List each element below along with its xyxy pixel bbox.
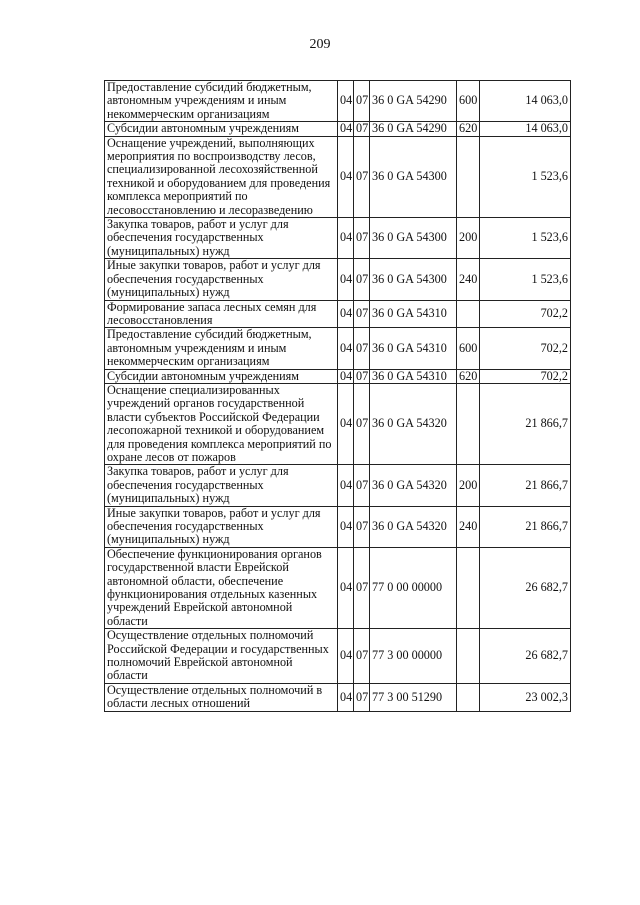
row-name-cell: Оснащение специализированных учреждений органов государственной власти субъектов Российской Федерации лесопожарной техникой и оборудованием для проведения комплекса мероприятий по охране лесов от пожаров xyxy=(105,383,338,464)
row-amount-cell: 14 063,0 xyxy=(480,81,571,122)
row-name-cell: Осуществление отдельных полномочий Российской Федерации и государственных полномочий Еврейской автономной области xyxy=(105,629,338,684)
row-amount-cell: 21 866,7 xyxy=(480,465,571,506)
row-amount-cell: 21 866,7 xyxy=(480,383,571,464)
row-expense-type-cell: 200 xyxy=(457,218,480,259)
row-section-cell: 04 xyxy=(338,383,354,464)
row-name-cell: Субсидии автономным учреждениям xyxy=(105,369,338,383)
row-section-cell: 04 xyxy=(338,259,354,300)
table-row xyxy=(105,683,571,711)
table-row xyxy=(105,383,571,464)
row-subsection-cell: 07 xyxy=(354,122,370,136)
page-number: 209 xyxy=(309,37,331,52)
row-name-cell: Субсидии автономным учреждениям xyxy=(105,122,338,136)
row-name-cell: Предоставление субсидий бюджетным, автономным учреждениям и иным некоммерческим организациям xyxy=(105,328,338,369)
row-name-cell: Обеспечение функционирования органов государственной власти Еврейской автономной области, обеспечение функционирования отдельных казенных учреждений Еврейской автономной области xyxy=(105,547,338,628)
table-row xyxy=(105,547,571,628)
row-subsection-cell: 07 xyxy=(354,629,370,684)
row-section-cell: 04 xyxy=(338,136,354,217)
row-section-cell: 04 xyxy=(338,218,354,259)
row-section-cell: 04 xyxy=(338,122,354,136)
row-amount-cell: 702,2 xyxy=(480,328,571,369)
row-target-article-cell: 36 0 GA 54310 xyxy=(370,300,457,328)
row-subsection-cell: 07 xyxy=(354,369,370,383)
table-row xyxy=(105,328,571,369)
table-row xyxy=(105,136,571,217)
row-amount-cell: 26 682,7 xyxy=(480,629,571,684)
row-expense-type-cell: 600 xyxy=(457,328,480,369)
row-amount-cell: 1 523,6 xyxy=(480,259,571,300)
row-name-cell: Формирование запаса лесных семян для лесовосстановления xyxy=(105,300,338,328)
row-section-cell: 04 xyxy=(338,547,354,628)
table-row xyxy=(105,300,571,328)
row-name-cell: Оснащение учреждений, выполняющих мероприятия по воспроизводству лесов, специализированной лесохозяйственной техникой и оборудованием для проведения комплекса мероприятий по лесовосстановлению и лесоразведению xyxy=(105,136,338,217)
row-subsection-cell: 07 xyxy=(354,383,370,464)
row-expense-type-cell: 200 xyxy=(457,465,480,506)
row-name-cell: Иные закупки товаров, работ и услуг для обеспечения государственных (муниципальных) нужд xyxy=(105,506,338,547)
row-amount-cell: 702,2 xyxy=(480,369,571,383)
row-expense-type-cell xyxy=(457,383,480,464)
row-expense-type-cell: 240 xyxy=(457,259,480,300)
row-section-cell: 04 xyxy=(338,683,354,711)
row-section-cell: 04 xyxy=(338,81,354,122)
table-row xyxy=(105,81,571,122)
row-name-cell: Предоставление субсидий бюджетным, автономным учреждениям и иным некоммерческим организациям xyxy=(105,81,338,122)
row-section-cell: 04 xyxy=(338,465,354,506)
row-amount-cell: 14 063,0 xyxy=(480,122,571,136)
row-target-article-cell: 36 0 GA 54290 xyxy=(370,122,457,136)
budget-table xyxy=(104,80,571,712)
row-target-article-cell: 36 0 GA 54320 xyxy=(370,465,457,506)
row-amount-cell: 702,2 xyxy=(480,300,571,328)
row-section-cell: 04 xyxy=(338,328,354,369)
table-row xyxy=(105,259,571,300)
row-amount-cell: 1 523,6 xyxy=(480,218,571,259)
row-expense-type-cell xyxy=(457,629,480,684)
row-subsection-cell: 07 xyxy=(354,259,370,300)
row-subsection-cell: 07 xyxy=(354,81,370,122)
row-name-cell: Закупка товаров, работ и услуг для обеспечения государственных (муниципальных) нужд xyxy=(105,218,338,259)
row-name-cell: Иные закупки товаров, работ и услуг для обеспечения государственных (муниципальных) нужд xyxy=(105,259,338,300)
row-name-cell: Осуществление отдельных полномочий в области лесных отношений xyxy=(105,683,338,711)
row-expense-type-cell xyxy=(457,683,480,711)
row-target-article-cell: 36 0 GA 54300 xyxy=(370,136,457,217)
row-expense-type-cell: 620 xyxy=(457,122,480,136)
row-expense-type-cell: 620 xyxy=(457,369,480,383)
row-subsection-cell: 07 xyxy=(354,683,370,711)
table-row xyxy=(105,369,571,383)
row-target-article-cell: 36 0 GA 54300 xyxy=(370,259,457,300)
row-section-cell: 04 xyxy=(338,300,354,328)
row-subsection-cell: 07 xyxy=(354,465,370,506)
row-section-cell: 04 xyxy=(338,369,354,383)
table-row xyxy=(105,465,571,506)
row-target-article-cell: 36 0 GA 54320 xyxy=(370,383,457,464)
budget-table-body xyxy=(105,81,571,712)
table-row xyxy=(105,629,571,684)
row-subsection-cell: 07 xyxy=(354,136,370,217)
row-amount-cell: 26 682,7 xyxy=(480,547,571,628)
row-target-article-cell: 36 0 GA 54300 xyxy=(370,218,457,259)
row-subsection-cell: 07 xyxy=(354,300,370,328)
row-target-article-cell: 36 0 GA 54290 xyxy=(370,81,457,122)
row-section-cell: 04 xyxy=(338,629,354,684)
row-amount-cell: 21 866,7 xyxy=(480,506,571,547)
row-subsection-cell: 07 xyxy=(354,547,370,628)
row-expense-type-cell: 600 xyxy=(457,81,480,122)
row-target-article-cell: 36 0 GA 54310 xyxy=(370,328,457,369)
table-row xyxy=(105,506,571,547)
row-amount-cell: 1 523,6 xyxy=(480,136,571,217)
row-expense-type-cell xyxy=(457,547,480,628)
table-row xyxy=(105,122,571,136)
row-section-cell: 04 xyxy=(338,506,354,547)
table-row xyxy=(105,218,571,259)
row-expense-type-cell: 240 xyxy=(457,506,480,547)
row-target-article-cell: 77 0 00 00000 xyxy=(370,547,457,628)
row-subsection-cell: 07 xyxy=(354,328,370,369)
row-amount-cell: 23 002,3 xyxy=(480,683,571,711)
row-expense-type-cell xyxy=(457,300,480,328)
row-target-article-cell: 36 0 GA 54320 xyxy=(370,506,457,547)
row-target-article-cell: 36 0 GA 54310 xyxy=(370,369,457,383)
row-subsection-cell: 07 xyxy=(354,218,370,259)
row-target-article-cell: 77 3 00 00000 xyxy=(370,629,457,684)
row-name-cell: Закупка товаров, работ и услуг для обеспечения государственных (муниципальных) нужд xyxy=(105,465,338,506)
row-expense-type-cell xyxy=(457,136,480,217)
row-subsection-cell: 07 xyxy=(354,506,370,547)
row-target-article-cell: 77 3 00 51290 xyxy=(370,683,457,711)
